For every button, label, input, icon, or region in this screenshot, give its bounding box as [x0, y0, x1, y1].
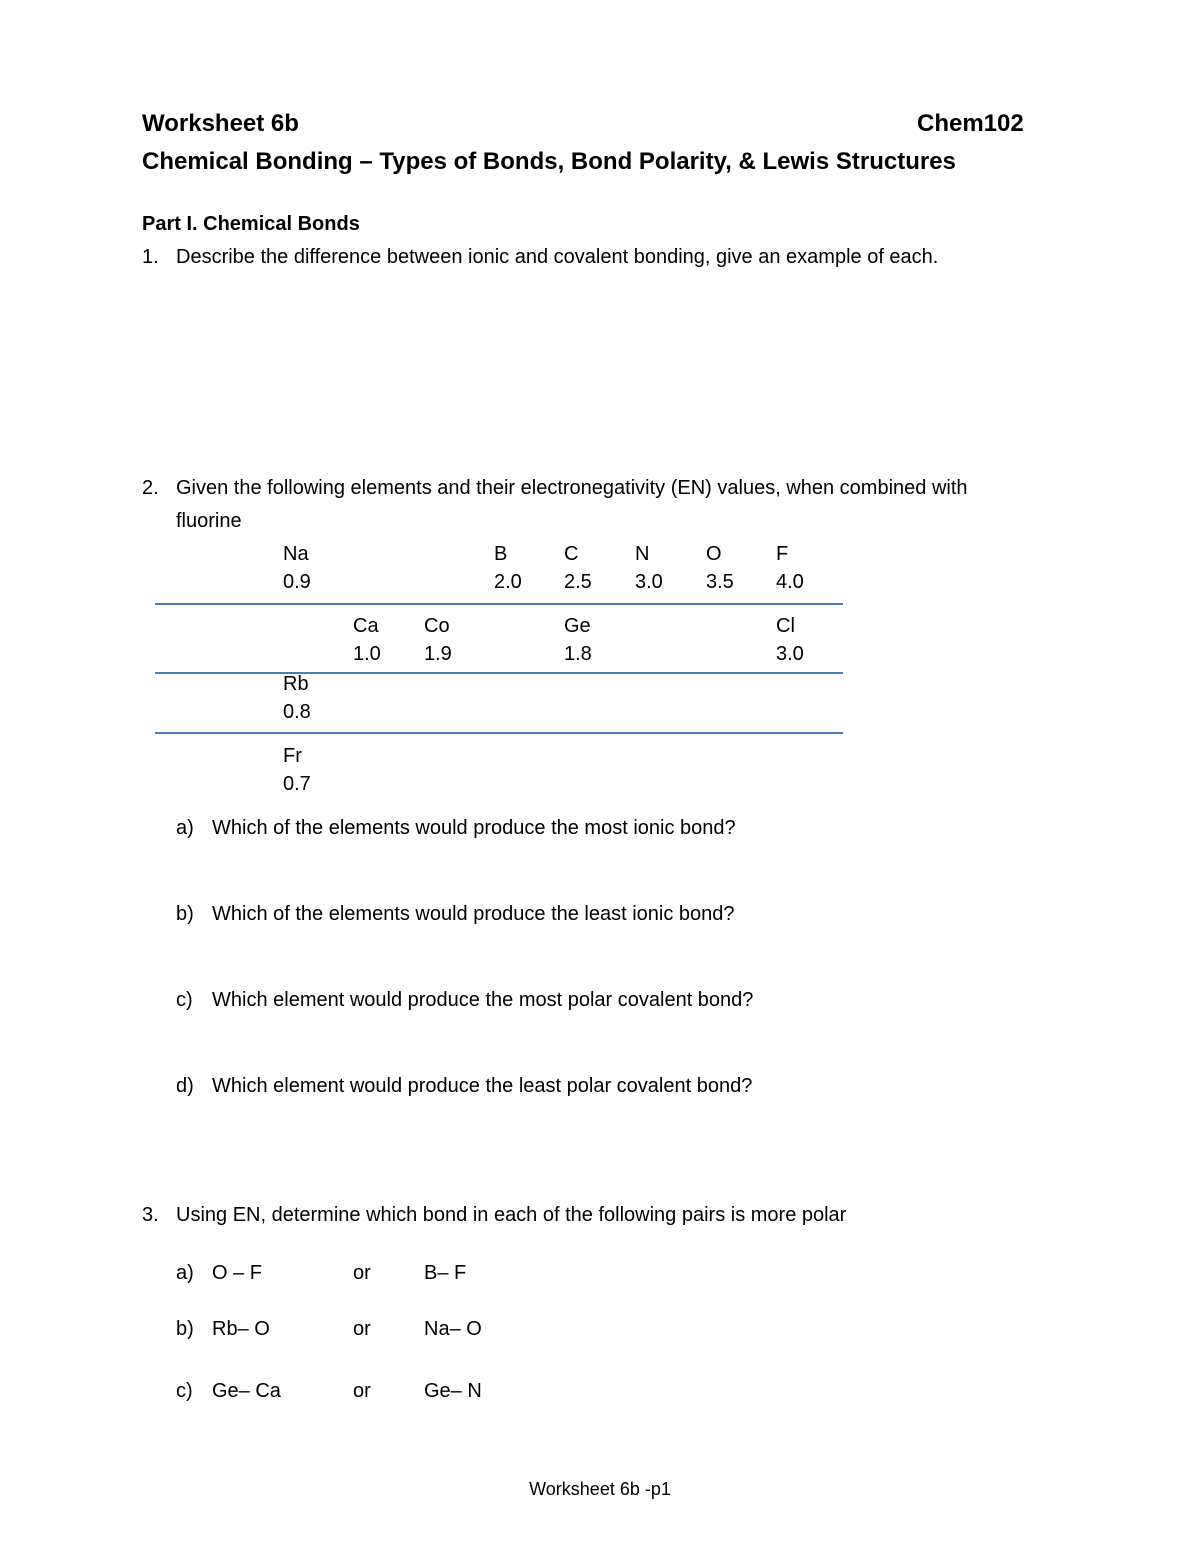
q2-number: 2.	[142, 477, 159, 499]
part-title: Part I. Chemical Bonds	[142, 213, 360, 235]
q2-text-line2: fluorine	[176, 510, 242, 532]
page-footer: Worksheet 6b -p1	[529, 1479, 671, 1499]
q3c-left: Ge– Ca	[212, 1380, 281, 1402]
element-en: 1.8	[564, 643, 592, 665]
q3a-label: a)	[176, 1262, 194, 1284]
element-rb	[283, 670, 311, 726]
element-ca	[353, 612, 381, 668]
element-en: 3.0	[635, 571, 663, 593]
element-symbol: Ca	[353, 615, 379, 637]
q3a-or: or	[353, 1262, 371, 1284]
element-symbol: Ge	[564, 615, 591, 637]
element-c	[564, 540, 592, 596]
element-symbol: Na	[283, 543, 309, 565]
q2b-text: Which of the elements would produce the least ionic bond?	[212, 903, 735, 925]
element-en: 0.9	[283, 571, 311, 593]
worksheet-title: Worksheet 6b	[142, 110, 299, 137]
element-cl	[776, 612, 804, 668]
q1-text: Describe the difference between ionic and covalent bonding, give an example of each.	[176, 246, 939, 268]
element-en: 0.8	[283, 701, 311, 723]
q2c-text: Which element would produce the most polar covalent bond?	[212, 989, 754, 1011]
element-o	[706, 540, 734, 596]
element-symbol: O	[706, 543, 722, 565]
element-ge	[564, 612, 592, 668]
element-en: 1.9	[424, 643, 452, 665]
element-symbol: Cl	[776, 615, 795, 637]
q3b-right: Na– O	[424, 1318, 482, 1340]
q2-text-line1: Given the following elements and their electronegativity (EN) values, when combined with	[176, 477, 968, 499]
q3a-right: B– F	[424, 1262, 467, 1284]
q3-text: Using EN, determine which bond in each of the following pairs is more polar	[176, 1204, 847, 1226]
element-symbol: C	[564, 543, 579, 565]
q2d-label: d)	[176, 1075, 194, 1097]
element-n	[635, 540, 663, 596]
element-b	[494, 540, 522, 596]
element-en: 0.7	[283, 773, 311, 795]
q1-number: 1.	[142, 246, 159, 268]
q3c-right: Ge– N	[424, 1380, 482, 1402]
q2a-text: Which of the elements would produce the most ionic bond?	[212, 817, 736, 839]
q2c-label: c)	[176, 989, 193, 1011]
element-en: 2.0	[494, 571, 522, 593]
element-symbol: Co	[424, 615, 450, 637]
element-en: 3.5	[706, 571, 734, 593]
element-symbol: Rb	[283, 673, 309, 695]
table-divider	[155, 672, 843, 674]
q3b-or: or	[353, 1318, 371, 1340]
q2b-label: b)	[176, 903, 194, 925]
element-symbol: Fr	[283, 745, 302, 767]
table-divider	[155, 732, 843, 734]
element-f	[776, 540, 804, 596]
q3-number: 3.	[142, 1204, 159, 1226]
element-en: 4.0	[776, 571, 804, 593]
q2d-text: Which element would produce the least polar covalent bond?	[212, 1075, 753, 1097]
q2a-label: a)	[176, 817, 194, 839]
element-en: 2.5	[564, 571, 592, 593]
element-na	[283, 540, 311, 596]
element-en: 3.0	[776, 643, 804, 665]
element-symbol: N	[635, 543, 650, 565]
element-symbol: F	[776, 543, 789, 565]
q3c-label: c)	[176, 1380, 193, 1402]
element-en: 1.0	[353, 643, 381, 665]
table-divider	[155, 603, 843, 605]
q3a-left: O – F	[212, 1262, 263, 1284]
q3c-or: or	[353, 1380, 371, 1402]
course-code: Chem102	[917, 110, 1024, 137]
element-co	[424, 612, 452, 668]
element-symbol: B	[494, 543, 508, 565]
q3b-left: Rb– O	[212, 1318, 270, 1340]
q3b-label: b)	[176, 1318, 194, 1340]
worksheet-subtitle: Chemical Bonding – Types of Bonds, Bond Polarity, & Lewis Structures	[142, 148, 956, 175]
element-fr	[283, 742, 311, 798]
